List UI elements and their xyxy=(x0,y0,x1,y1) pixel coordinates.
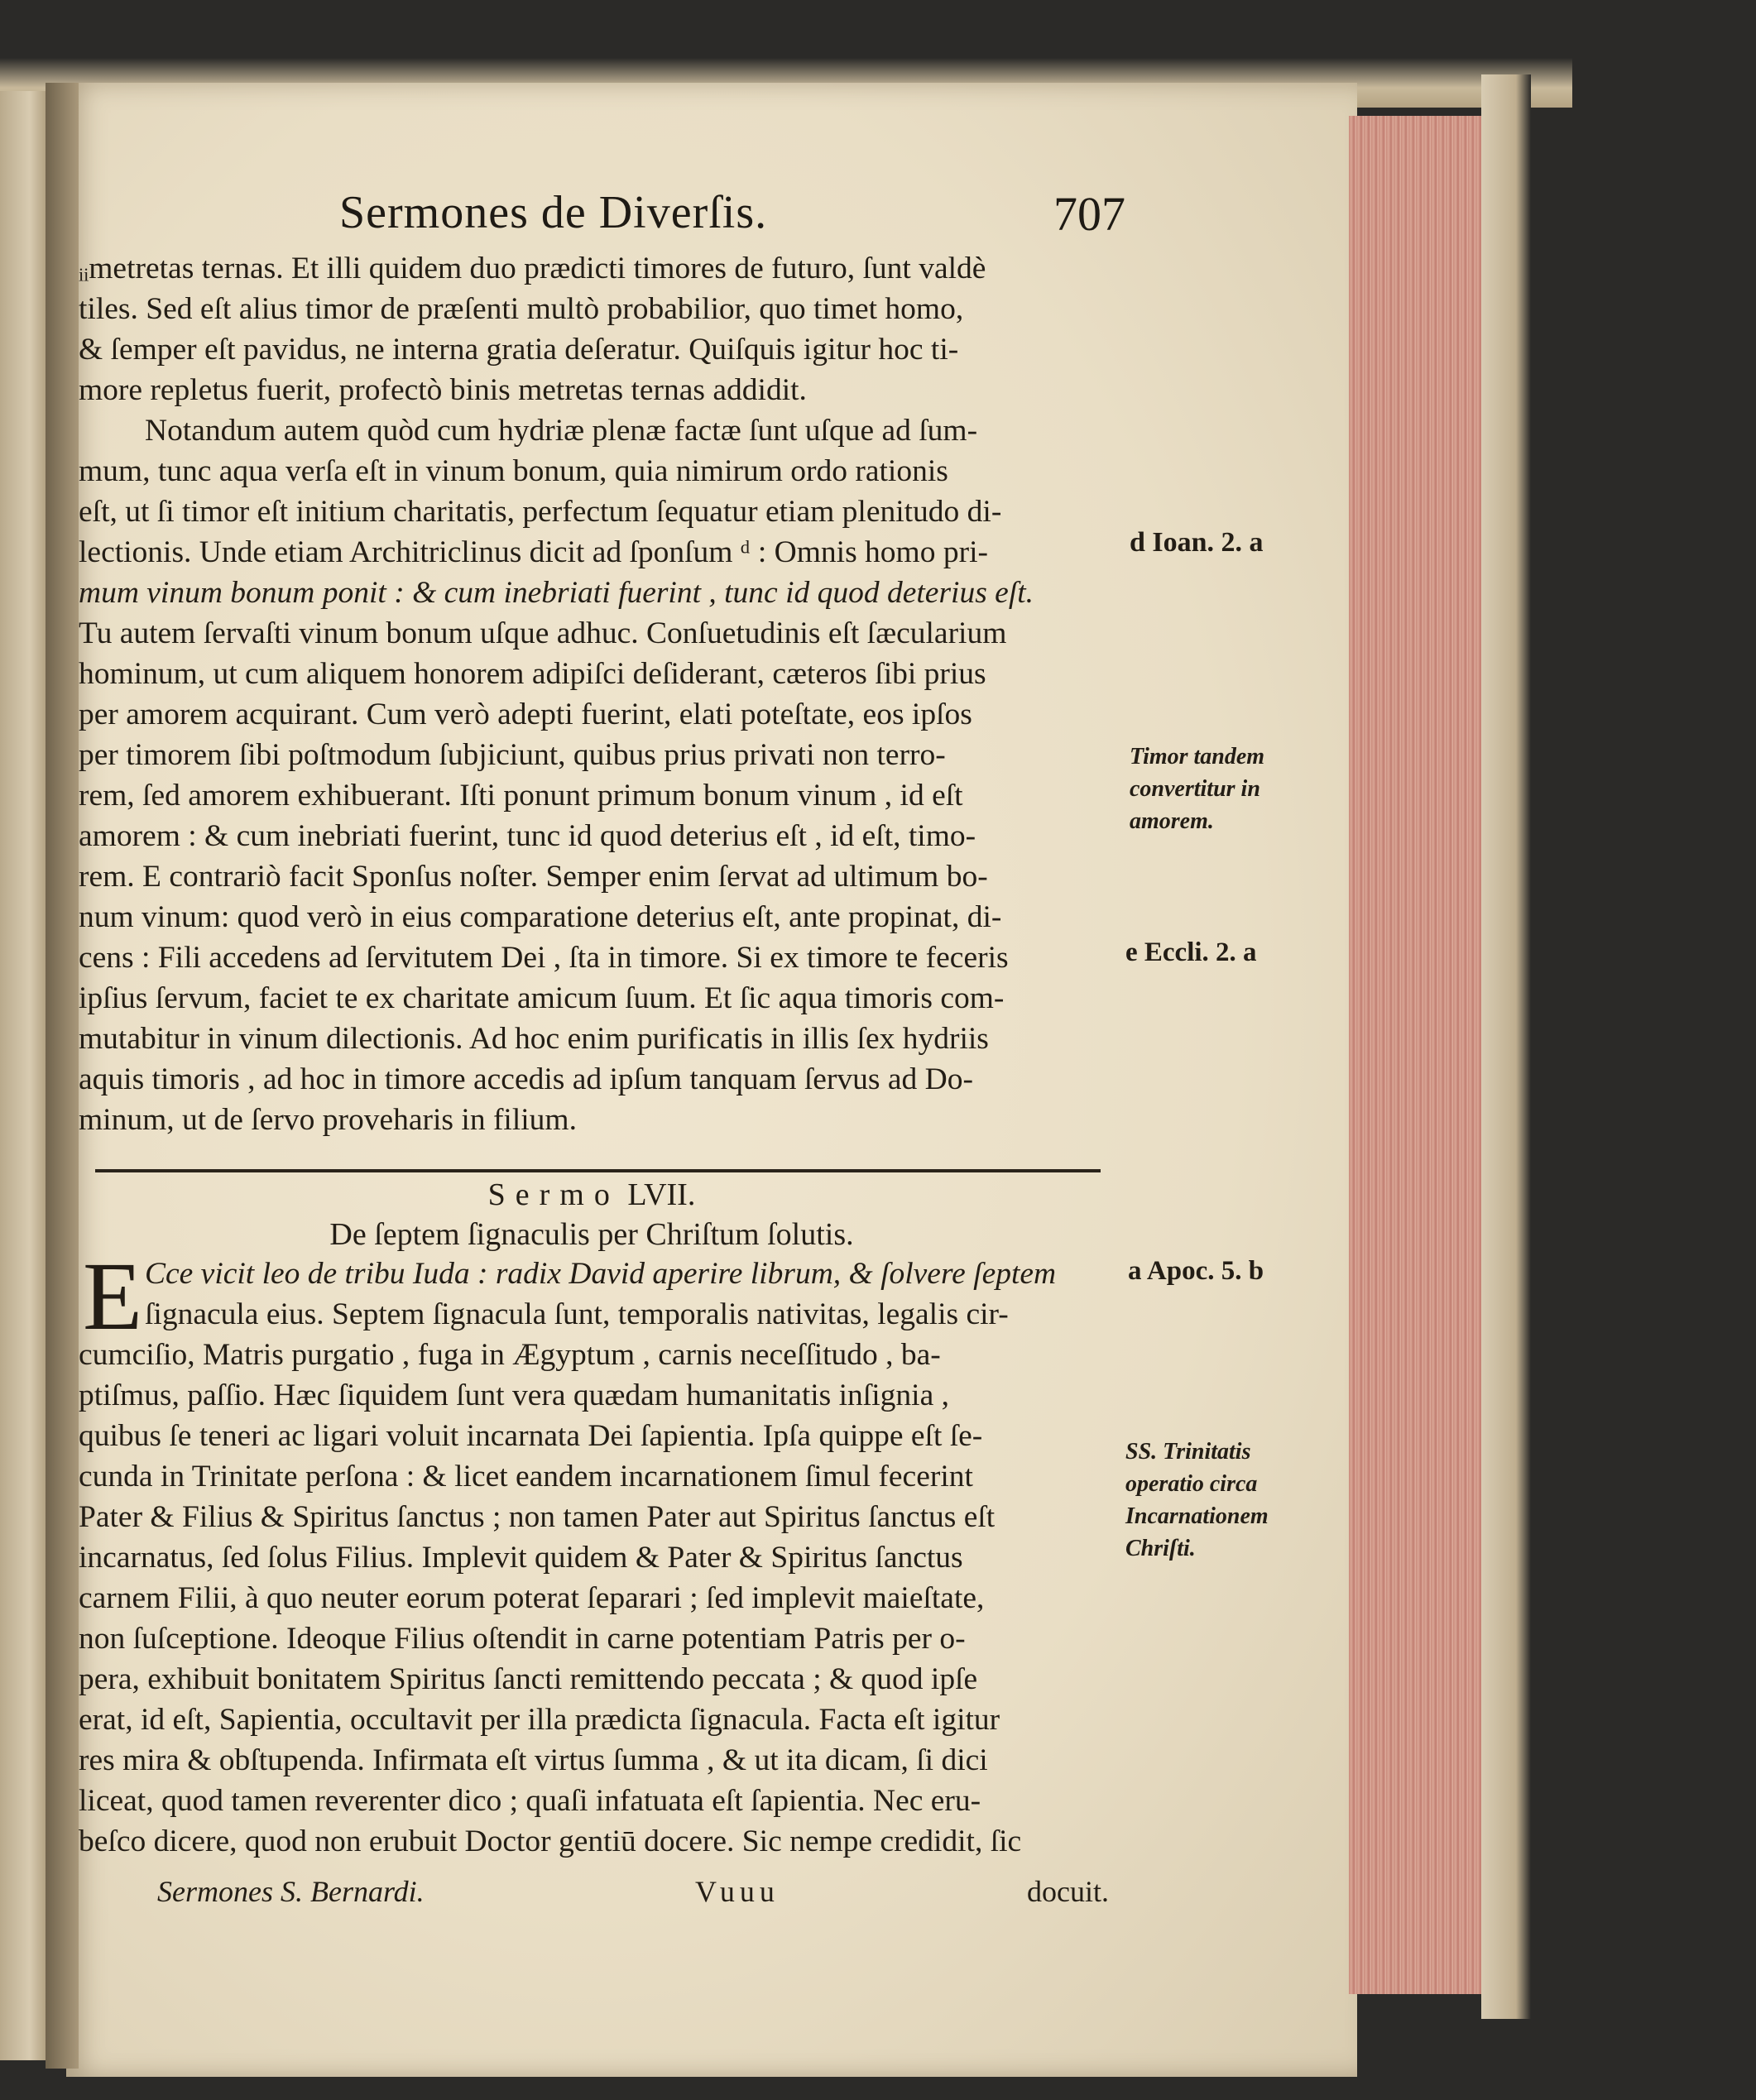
text-line: beſco dicere, quod non erubuit Doctor gentiū docere. Sic nempe credidit, ſic xyxy=(79,1824,1022,1858)
text-line: Notandum autem quòd cum hydriæ plenæ factæ ſunt uſque ad ſum- xyxy=(145,414,978,448)
margin-line: Chriſti. xyxy=(1125,1536,1196,1561)
margin-line: Incarnationem xyxy=(1125,1503,1269,1529)
gutter xyxy=(46,83,79,2069)
text-line: amorem : & cum inebriati fuerint, tunc id quod deterius eſt , id eſt, timo- xyxy=(79,819,976,853)
text-line: ptiſmus, paſſio. Hæc ſiquidem ſunt vera quædam humanitatis inſignia , xyxy=(79,1378,949,1412)
running-header xyxy=(339,186,1125,244)
text-line: mum, tunc aqua verſa eſt in vinum bonum, quia nimirum ordo rationis xyxy=(79,454,948,488)
text-line: carnem Filii, à quo neuter eorum poterat ſeparari ; ſed implevit maieſtate, xyxy=(79,1581,985,1615)
left-page-edge xyxy=(0,91,50,2060)
signature-mark: Vuuu xyxy=(695,1875,780,1908)
text-line: mum vinum bonum ponit : & cum inebriati fuerint , tunc id quod deterius eſt. xyxy=(79,576,1034,610)
body-text xyxy=(79,248,1105,1140)
text-line: rem. E contrariò facit Sponſus noſter. Semper enim ſervat ad ultimum bo- xyxy=(79,860,988,894)
text-line: tiles. Sed eſt alius timor de præſenti multò probabilior, quo timet homo, xyxy=(79,292,964,326)
text-line: mutabitur in vinum dilectionis. Ad hoc enim purificatis in illis ſex hydriis xyxy=(79,1022,989,1056)
text-line: ſignacula eius. Septem ſignacula ſunt, temporalis nativitas, legalis cir- xyxy=(145,1297,1009,1331)
text-line: ᵢᵢmetretas ternas. Et illi quidem duo prædicti timores de futuro, ſunt valdè xyxy=(79,252,986,285)
margin-line: SS. Trinitatis xyxy=(1125,1439,1251,1465)
margin-note-timor xyxy=(1130,741,1264,837)
margin-note-e: e Eccli. 2. a xyxy=(1125,937,1257,967)
page-number: 707 xyxy=(1053,187,1125,241)
text-line: cens : Fili accedens ad ſervitutem Dei , ſta in timore. Si ex timore te feceris xyxy=(79,941,1009,975)
margin-note-d: d Ioan. 2. a xyxy=(1130,527,1264,558)
text-line: erat, id eſt, Sapientia, occultavit per illa prædicta ſignacula. Facta eſt igitur xyxy=(79,1703,1000,1737)
text-line: per amorem acquirant. Cum verò adepti fuerint, elati poteſtate, eos ipſos xyxy=(79,698,972,731)
text-line: num vinum: quod verò in eius comparatione deterius eſt, ante propinat, di- xyxy=(79,900,1002,934)
catchword: docuit. xyxy=(1027,1875,1109,1908)
text-line: cunda in Trinitate perſona : & licet eandem incarnationem ſimul fecerint xyxy=(79,1460,973,1493)
margin-line: convertitur in xyxy=(1130,776,1260,802)
text-line: & ſemper eſt pavidus, ne interna gratia deſeratur. Quiſquis igitur hoc ti- xyxy=(79,333,959,367)
page-footer xyxy=(157,1874,1109,1915)
signature-title: Sermones S. Bernardi. xyxy=(157,1875,425,1908)
header-title: Sermones de Diverſis. xyxy=(339,187,768,238)
margin-line: operatio circa xyxy=(1125,1471,1258,1497)
sermon-number: LVII. xyxy=(627,1177,696,1212)
page-edges xyxy=(1349,116,1498,1994)
sermon-heading xyxy=(79,1175,1105,1254)
text-line: cumciſio, Matris purgatio , fuga in Ægyptum , carnis neceſſitudo , ba- xyxy=(79,1338,941,1372)
text-line: quibus ſe teneri ac ligari voluit incarnata Dei ſapientia. Ipſa quippe eſt ſe- xyxy=(79,1419,983,1453)
text-line: aquis timoris , ad hoc in timore accedis ad ipſum tanquam ſervus ad Do- xyxy=(79,1062,973,1096)
book-cover-right xyxy=(1481,74,1531,2019)
text-line: Pater & Filius & Spiritus ſanctus ; non tamen Pater aut Spiritus ſanctus eſt xyxy=(79,1500,996,1534)
text-line: lectionis. Unde etiam Architriclinus dicit ad ſponſum ᵈ : Omnis homo pri- xyxy=(79,535,988,569)
text-line: non ſuſceptione. Ideoque Filius oſtendit in carne potentiam Patris per o- xyxy=(79,1622,966,1656)
margin-note-trinitas xyxy=(1125,1436,1269,1565)
text-line: eſt, ut ſi timor eſt initium charitatis, perfectum ſequatur etiam plenitudo di- xyxy=(79,495,1002,529)
text-line: liceat, quod tamen reverenter dico ; quaſi infatuata eſt ſapientia. Nec eru- xyxy=(79,1784,981,1818)
text-line: more repletus fuerit, profectò binis metretas ternas addidit. xyxy=(79,373,807,407)
text-line: Cce vicit leo de tribu Iuda : radix David aperire librum, & ſolvere ſeptem xyxy=(145,1257,1057,1291)
sermon-label: Sermo xyxy=(487,1177,620,1212)
text-line: incarnatus, ſed ſolus Filius. Implevit quidem & Pater & Spiritus ſanctus xyxy=(79,1541,963,1575)
text-line: ipſius ſervum, faciet te ex charitate amicum ſuum. Et ſic aqua timoris com- xyxy=(79,981,1005,1015)
text-line: minum, ut de ſervo proveharis in filium. xyxy=(79,1103,577,1137)
text-line: pera, exhibuit bonitatem Spiritus ſancti remittendo peccata ; & quod ipſe xyxy=(79,1662,978,1696)
section-rule xyxy=(95,1169,1101,1172)
text-line: res mira & obſtupenda. Infirmata eſt virtus ſumma , & ut ita dicam, ſi dici xyxy=(79,1743,988,1777)
text-line: hominum, ut cum aliquem honorem adipiſci deſiderant, cæteros ſibi prius xyxy=(79,657,986,691)
text-line: rem, ſed amorem exhibuerant. Iſti ponunt primum bonum vinum , id eſt xyxy=(79,779,963,813)
margin-line: amorem. xyxy=(1130,808,1214,834)
margin-line: Timor tandem xyxy=(1130,744,1265,770)
sermon-subtitle: De ſeptem ſignaculis per Chriſtum ſolutis. xyxy=(329,1217,854,1252)
sermon-text xyxy=(79,1254,1105,1862)
margin-note-a: a Apoc. 5. b xyxy=(1128,1256,1264,1286)
text-line: per timorem ſibi poſtmodum ſubjiciunt, quibus prius privati non terro- xyxy=(79,738,946,772)
text-line: Tu autem ſervaſti vinum bonum uſque adhuc. Conſuetudinis eſt ſæcularium xyxy=(79,616,1007,650)
drop-cap: E xyxy=(83,1242,143,1350)
